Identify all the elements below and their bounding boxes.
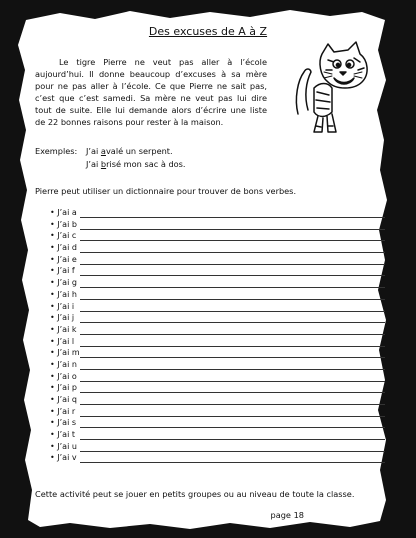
answer-row-label: • J’ai b bbox=[50, 219, 77, 229]
example-2-letter: b bbox=[100, 159, 107, 169]
tiger-illustration bbox=[292, 40, 374, 140]
intro-line-5: tout de suite. Elle lui demande alors d’écrire une liste bbox=[35, 105, 267, 115]
answer-blank-line[interactable] bbox=[80, 264, 385, 265]
examples-label: Exemples: bbox=[35, 146, 78, 156]
intro-line-1: Le tigre Pierre ne veut pas aller à l’école bbox=[59, 57, 267, 67]
answer-blank-line[interactable] bbox=[80, 287, 385, 288]
answer-row-label: • J’ai g bbox=[50, 278, 77, 288]
page-number: page 18 bbox=[270, 510, 304, 520]
answer-blank-line[interactable] bbox=[80, 462, 385, 463]
answer-row bbox=[50, 337, 385, 349]
answer-row-label: • J’ai f bbox=[50, 266, 75, 276]
answer-row bbox=[50, 278, 385, 290]
answer-row-label: • J’ai v bbox=[50, 453, 77, 463]
answer-row-label: • J’ai a bbox=[50, 208, 77, 217]
intro-line-3: pour ne pas aller à l’école. Ce que Pierre ne sait pas, bbox=[35, 81, 267, 91]
answer-row-label: • J’ai d bbox=[50, 243, 77, 253]
answer-blank-line[interactable] bbox=[80, 322, 385, 323]
answer-blank-line[interactable] bbox=[80, 357, 385, 358]
answer-row bbox=[50, 453, 385, 465]
answer-blank-line[interactable] bbox=[80, 311, 385, 312]
answer-row bbox=[50, 231, 385, 243]
example-1-letter: a bbox=[100, 146, 106, 156]
page-title: Des excuses de A à Z bbox=[148, 25, 268, 38]
answer-blank-line[interactable] bbox=[80, 392, 385, 393]
example-2-prefix: J’ai bbox=[86, 159, 101, 169]
answer-blank-line[interactable] bbox=[80, 346, 385, 347]
answer-row-label: • J’ai t bbox=[50, 430, 75, 440]
answer-blank-line[interactable] bbox=[80, 275, 385, 276]
answer-row-label: • J’ai q bbox=[50, 395, 77, 404]
answer-blank-line[interactable] bbox=[80, 439, 385, 440]
answer-row bbox=[50, 313, 385, 325]
example-1-prefix: J’ai bbox=[86, 146, 101, 156]
answer-row bbox=[50, 290, 385, 302]
answer-list bbox=[50, 208, 385, 465]
answer-blank-line[interactable] bbox=[80, 299, 385, 300]
answer-row-label: • J’ai p bbox=[50, 383, 77, 393]
answer-row-label: • J’ai u bbox=[50, 441, 77, 451]
answer-row bbox=[50, 372, 385, 384]
intro-line-6: de 22 bonnes raisons pour rester à la maison. bbox=[35, 117, 224, 127]
answer-row bbox=[50, 418, 385, 430]
answer-blank-line[interactable] bbox=[80, 404, 385, 405]
answer-blank-line[interactable] bbox=[80, 229, 385, 230]
example-1 bbox=[86, 146, 173, 156]
intro-line-2: aujourd’hui. Il donne beaucoup d’excuses à sa mère bbox=[35, 69, 267, 79]
answer-row-label: • J’ai h bbox=[50, 289, 77, 299]
answer-blank-line[interactable] bbox=[80, 451, 385, 452]
instruction-text: Pierre peut utiliser un dictionnaire pour trouver de bons verbes. bbox=[35, 186, 297, 196]
intro-line-4: c’est que c’est samedi. Sa mère ne veut pas lui dire bbox=[35, 93, 267, 103]
answer-blank-line[interactable] bbox=[80, 334, 385, 335]
answer-row-label: • J’ai n bbox=[50, 359, 77, 369]
answer-row bbox=[50, 430, 385, 442]
answer-row bbox=[50, 255, 385, 267]
intro-paragraph bbox=[35, 56, 267, 128]
answer-row-label: • J’ai e bbox=[50, 254, 77, 264]
example-2 bbox=[86, 159, 186, 169]
example-2-rest: risé mon sac à dos. bbox=[106, 159, 186, 169]
answer-row bbox=[50, 395, 385, 407]
answer-row bbox=[50, 383, 385, 395]
answer-row-label: • J’ai i bbox=[50, 301, 75, 311]
answer-row-label: • J’ai k bbox=[50, 324, 77, 334]
answer-row bbox=[50, 325, 385, 337]
answer-row-label: • J’ai l bbox=[50, 336, 75, 346]
answer-row bbox=[50, 208, 385, 220]
answer-row-label: • J’ai o bbox=[50, 371, 77, 381]
answer-row bbox=[50, 302, 385, 314]
footer-note: Cette activité peut se jouer en petits groupes ou au niveau de toute la classe. bbox=[35, 489, 355, 499]
answer-row-label: • J’ai m bbox=[50, 348, 80, 358]
answer-row bbox=[50, 442, 385, 454]
answer-row bbox=[50, 266, 385, 278]
answer-blank-line[interactable] bbox=[80, 240, 385, 241]
answer-blank-line[interactable] bbox=[80, 369, 385, 370]
answer-blank-line[interactable] bbox=[80, 427, 385, 428]
answer-row bbox=[50, 220, 385, 232]
answer-row-label: • J’ai s bbox=[50, 418, 76, 428]
answer-blank-line[interactable] bbox=[80, 381, 385, 382]
answer-blank-line[interactable] bbox=[80, 416, 385, 417]
answer-row bbox=[50, 407, 385, 419]
answer-row bbox=[50, 360, 385, 372]
answer-row-label: • J’ai c bbox=[50, 231, 77, 241]
answer-row-label: • J’ai r bbox=[50, 406, 76, 416]
answer-row bbox=[50, 243, 385, 255]
answer-blank-line[interactable] bbox=[80, 252, 385, 253]
example-1-rest: valé un serpent. bbox=[105, 146, 173, 156]
answer-row bbox=[50, 348, 385, 360]
answer-row-label: • J’ai j bbox=[50, 313, 75, 323]
answer-blank-line[interactable] bbox=[80, 217, 385, 218]
